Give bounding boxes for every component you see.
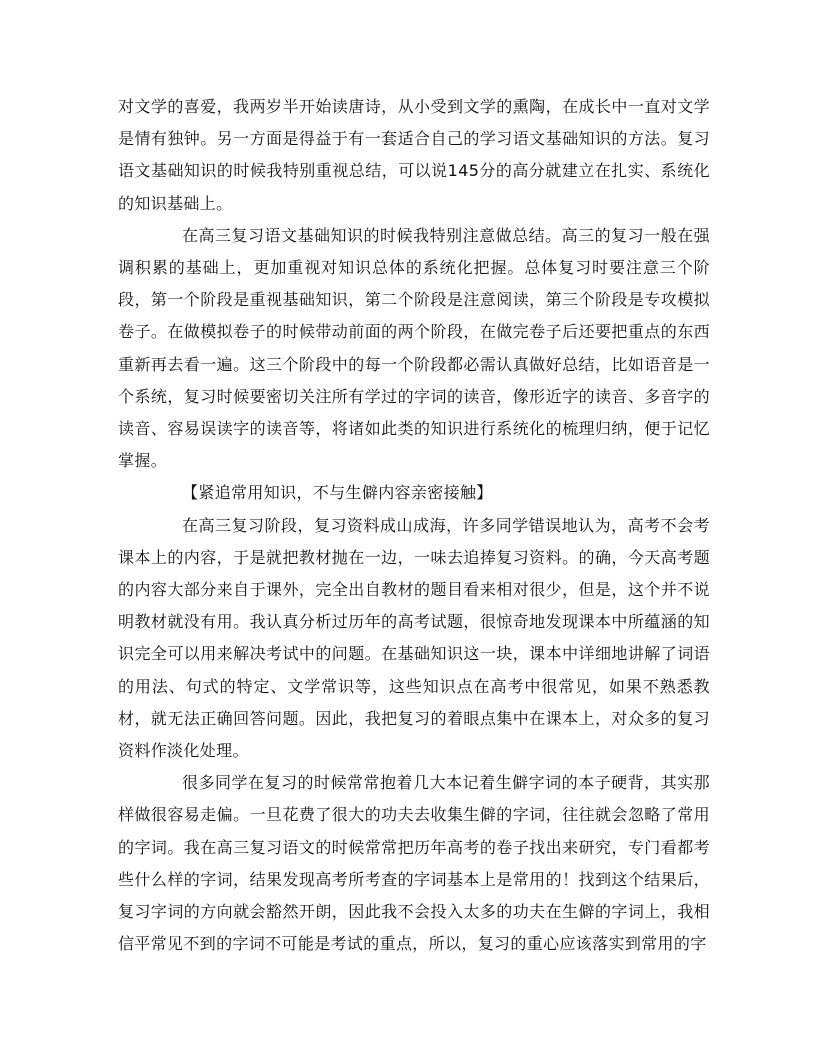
paragraph-3: 在高三复习阶段，复习资料成山成海，许多同学错误地认为，高考不会考课本上的内容，于是就把教材抛在一边，一味去追捧复习资料。的确，今天高考题的内容大部分来自于课外，完全出自教材的题目看来相对很少，但是，这个并不说明教材就没有用。我认真分析过历年的高考试题，很惊奇地发现课本中所蕴涵的知识完全可以用来解决考试中的问题。在基础知识这一块，课本中详细地讲解了词语的用法、句式的特定、文学常识等，这些知识点在高考中很常见，如果不熟悉教材，就无法正确回答问题。因此，我把复习的着眼点集中在课本上，对众多的复习资料作淡化处理。	[118, 515, 710, 761]
paragraph-1: 对文学的喜爱，我两岁半开始读唐诗，从小受到文学的熏陶，在成长中一直对文学是情有独钟。另一方面是得益于有一套适合自己的学习语文基础知识的方法。复习语文基础知识的时候我特别重视总结，可以说145分的高分就建立在扎实、系统化的知识基础上。	[118, 97, 710, 213]
section-heading: 【紧追常用知识，不与生僻内容亲密接触】	[182, 483, 493, 503]
paragraph-4: 很多同学在复习的时候常常抱着几大本记着生僻字词的本子硬背，其实那样做很容易走偏。一旦花费了很大的功夫去收集生僻的字词，往往就会忽略了常用的字词。我在高三复习语文的时候常常把历年高考的卷子找出来研究，专门看都考些什么样的字词，结果发现高考所考查的字词基本上是常用的！找到这个结果后，复习字词的方向就会豁然开朗，因此我不会投入太多的功夫在生僻的字词上，我相信平常见不到的字词不可能是考试的重点，所以，复习的重心应该落实到常用的字	[118, 773, 710, 954]
paragraph-2: 在高三复习语文基础知识的时候我特别注意做总结。高三的复习一般在强调积累的基础上，更加重视对知识总体的系统化把握。总体复习时要注意三个阶段，第一个阶段是重视基础知识，第二个阶段是注意阅读，第三个阶段是专攻模拟卷子。在做模拟卷子的时候带动前面的两个阶段，在做完卷子后还要把重点的东西重新再去看一遍。这三个阶段中的每一个阶段都必需认真做好总结，比如语音是一个系统，复习时候要密切关注所有学过的字词的读音，像形近字的读音、多音字的读音、容易误读字的读音等，将诸如此类的知识进行系统化的梳理归纳，便于记忆掌握。	[118, 225, 710, 471]
